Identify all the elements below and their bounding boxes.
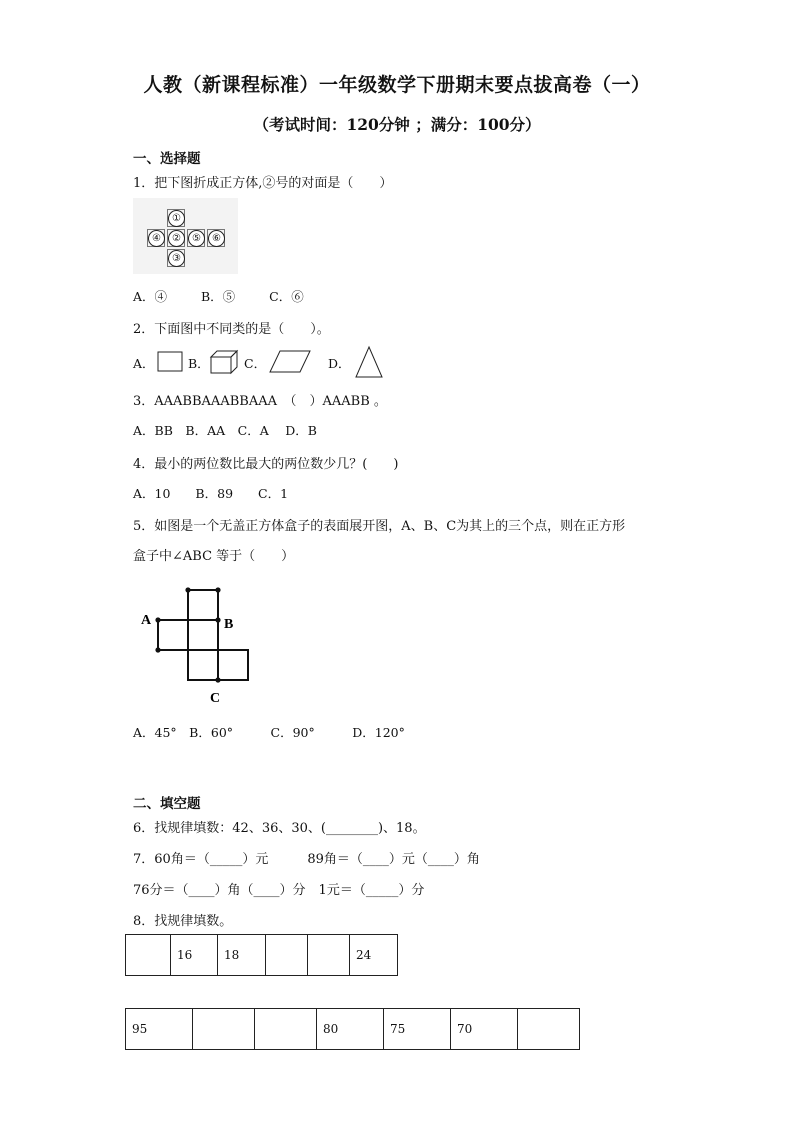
- q1-option-b[interactable]: B．⑤: [201, 289, 236, 304]
- net-label-4: ④: [148, 230, 165, 247]
- net-label-1: ①: [168, 210, 185, 227]
- net-label-5: ⑤: [188, 230, 205, 247]
- question-6-text: 6．找规律填数：42、36、30、(________)、18。: [133, 821, 426, 836]
- cube-net-figure: [133, 198, 238, 274]
- question-2-text: 2．下面图中不同类的是（ ）。: [133, 322, 330, 337]
- table-row: [126, 1009, 580, 1050]
- table-cell: 95: [126, 1009, 193, 1050]
- table-cell: 75: [384, 1009, 451, 1050]
- table-cell: 16: [171, 935, 218, 976]
- section-heading-fill: 二、填空题: [133, 796, 201, 812]
- question-7-line2: 76分＝（____）角（____）分 1元＝（_____）分: [133, 883, 425, 898]
- parallelogram-shape-icon: [268, 349, 312, 375]
- question-8-text: 8．找规律填数。: [133, 914, 233, 929]
- table-cell[interactable]: [126, 935, 171, 976]
- table-cell[interactable]: [308, 935, 350, 976]
- q1-option-c[interactable]: C．⑥: [269, 289, 304, 304]
- table-cell: 70: [451, 1009, 518, 1050]
- q2-option-c[interactable]: C．: [244, 356, 267, 371]
- table-cell[interactable]: [266, 935, 308, 976]
- square-shape-icon: [157, 350, 185, 374]
- question-4-options[interactable]: A．10 B．89 C．1: [133, 486, 289, 501]
- cuboid-shape-icon: [209, 349, 241, 375]
- point-b-label: B: [224, 617, 234, 632]
- table-cell: 24: [350, 935, 398, 976]
- question-5-text-line1: 5．如图是一个无盖正方体盒子的表面展开图，A、B、C为其上的三个点，则在正方形: [133, 519, 626, 534]
- section-heading-choice: 一、选择题: [133, 151, 201, 167]
- pattern-table-2: [125, 1008, 580, 1050]
- table-cell: 18: [218, 935, 266, 976]
- table-cell: 80: [317, 1009, 384, 1050]
- question-3-text: 3．AAABBAAABBAAA （ ）AAABB 。: [133, 394, 387, 409]
- question-1-text: 1．把下图折成正方体,②号的对面是（ ）: [133, 176, 393, 191]
- question-4-text: 4．最小的两位数比最大的两位数少几？( ): [133, 457, 399, 472]
- q2-option-b[interactable]: B．: [188, 356, 210, 371]
- net-label-3: ③: [168, 250, 185, 267]
- q1-option-a[interactable]: A．④: [133, 289, 168, 304]
- net-label-6: ⑥: [208, 230, 225, 247]
- point-c-label: C: [210, 691, 221, 706]
- q2-option-a[interactable]: A．: [133, 356, 155, 371]
- q2-option-d[interactable]: D．: [328, 356, 351, 371]
- question-3-options[interactable]: A．BB B．AA C．A D．B: [133, 423, 317, 438]
- question-5-text-line2: 盒子中∠ABC 等于（ ）: [133, 549, 295, 564]
- table-cell[interactable]: [193, 1009, 255, 1050]
- pattern-table-1: [125, 934, 398, 976]
- triangle-shape-icon: [354, 345, 384, 379]
- exam-info: （考试时间：120分钟 ；满分：100分）: [253, 115, 541, 134]
- table-cell[interactable]: [518, 1009, 580, 1050]
- open-cube-net-diagram: [130, 580, 260, 710]
- point-a-label: A: [141, 613, 152, 628]
- table-cell[interactable]: [255, 1009, 317, 1050]
- net-label-2: ②: [168, 230, 185, 247]
- question-7-line1: 7．60角＝（_____）元 89角＝（____）元（____）角: [133, 852, 480, 867]
- question-5-options[interactable]: A．45° B．60° C．90° D．120°: [133, 725, 405, 740]
- question-1-options: [133, 287, 304, 305]
- table-row: [126, 935, 398, 976]
- page-title: 人教（新课程标准）一年级数学下册期末要点拔高卷（一）: [143, 74, 651, 96]
